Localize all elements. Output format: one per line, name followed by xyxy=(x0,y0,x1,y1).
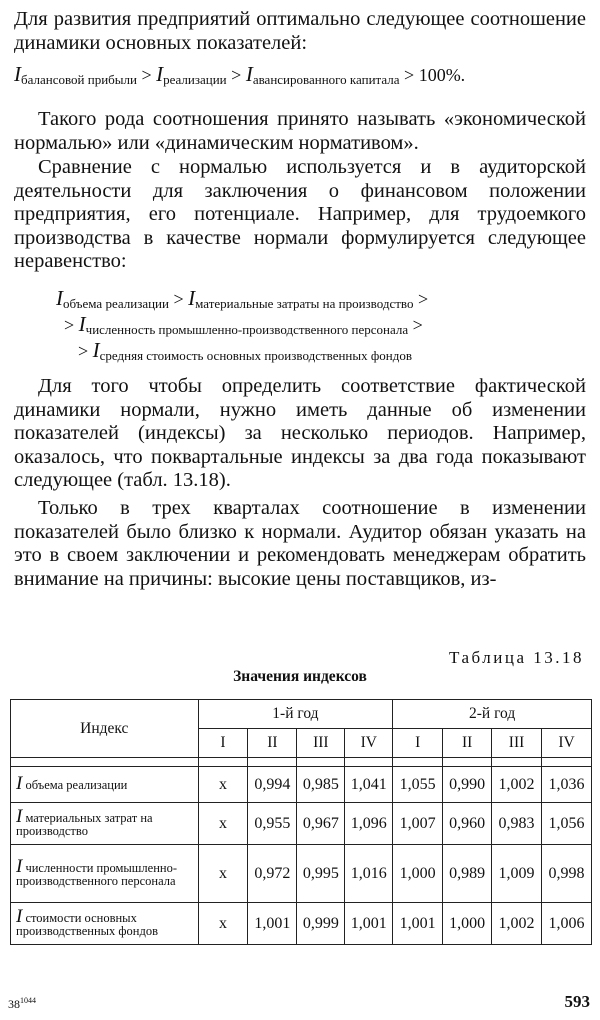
formula-symbol-i: I xyxy=(156,62,164,86)
table-cell: x xyxy=(198,903,248,945)
table-cell: 0,960 xyxy=(443,803,492,845)
row-label-text: материальных затрат на производство xyxy=(16,810,153,838)
column-header-quarter: III xyxy=(492,729,542,758)
table-cell: 1,002 xyxy=(492,903,542,945)
table-cell: 1,000 xyxy=(393,845,443,903)
paragraph-5: Только в трех кварталах соотношение в изменении показателей было близко к нормали. Аудитор обязан указать на это в своем заключении и рекомендовать менеджерам обратить внимание на причины: высокие цены поставщиков, из- xyxy=(14,497,586,590)
paragraph-4: Для того чтобы определить соответствие фактической динамики нормали, нужно иметь данные об изменении показателей (индексы) за несколько периодов. Например, оказалось, что поквартальные индексы за два года показывают следующее (табл. 13.18). xyxy=(14,375,586,492)
formula-symbol-i: I xyxy=(56,286,63,310)
column-header-index: Индекс xyxy=(11,700,199,758)
formula-subscript-volume: объема реализации xyxy=(63,296,169,311)
table-cell: 1,036 xyxy=(542,767,592,803)
table-cell: 1,006 xyxy=(542,903,592,945)
page-number: 593 xyxy=(564,992,590,1011)
column-header-quarter: IV xyxy=(542,729,592,758)
column-header-year-1: 1-й год xyxy=(198,700,393,729)
formula-subscript-sales: реализации xyxy=(163,72,227,87)
table-cell: 0,983 xyxy=(492,803,542,845)
table-cell: 1,096 xyxy=(345,803,393,845)
row-label xyxy=(11,903,199,945)
row-label xyxy=(11,803,199,845)
row-label xyxy=(11,845,199,903)
column-header-year-2: 2-й год xyxy=(393,700,592,729)
formula-tail: 100%. xyxy=(418,65,466,85)
signature-superscript: 1044 xyxy=(20,996,36,1005)
table-cell: 1,000 xyxy=(443,903,492,945)
table-cell: 0,972 xyxy=(248,845,297,903)
table-cell: 0,955 xyxy=(248,803,297,845)
index-symbol: I xyxy=(16,855,23,877)
formula-subscript-assets: средняя стоимость основных производственных фондов xyxy=(99,348,413,363)
index-symbol: I xyxy=(16,773,23,794)
table-caption: Таблица 13.18 xyxy=(449,648,584,667)
table-row xyxy=(11,803,592,845)
table-cell: 1,001 xyxy=(248,903,297,945)
table-cell: x xyxy=(198,803,248,845)
formula-symbol-i: I xyxy=(245,62,253,86)
formula-subscript-capital: авансированного капитала xyxy=(252,72,400,87)
index-symbol: I xyxy=(16,805,23,827)
table-cell: 1,016 xyxy=(345,845,393,903)
table-cell: 1,041 xyxy=(345,767,393,803)
table-cell: 0,989 xyxy=(443,845,492,903)
formula-symbol-i: I xyxy=(188,286,196,310)
table-cell: 1,009 xyxy=(492,845,542,903)
paragraph-2: Такого рода соотношения принято называть «экономической нормалью» или «динамическим нормативом». xyxy=(14,108,586,154)
column-header-quarter: IV xyxy=(345,729,393,758)
formula-symbol-i: I xyxy=(14,62,21,86)
formula-subscript-profit: балансовой прибыли xyxy=(21,72,137,87)
table-cell: 0,994 xyxy=(248,767,297,803)
formula-dynamics: $I_{балансовой прибыли} > I_{реализации} > I_{авансированного капитала} > 100\%$. xyxy=(14,62,466,87)
row-label-text: стоимости основных производственных фондов xyxy=(16,910,158,938)
paragraph-1: Для развития предприятий оптимально следующее соотношение динамики основных показателей: xyxy=(14,8,586,54)
signature-mark xyxy=(8,996,36,1012)
formula-subscript-material: материальные затраты на производство xyxy=(195,296,414,311)
signature-number: 38 xyxy=(8,997,20,1011)
table-spacer xyxy=(11,758,592,767)
formula-subscript-staff: численность промышленно-производственного персонала xyxy=(85,322,409,337)
table-header-row xyxy=(11,700,592,729)
table-cell: 1,056 xyxy=(542,803,592,845)
column-header-quarter: II xyxy=(443,729,492,758)
formula-norm-line-2: > $I_{численность промышленно-производственного персонала}$ > xyxy=(64,312,423,337)
row-label-text: численности промышленно-производственного персонала xyxy=(16,860,177,888)
table-row xyxy=(11,767,592,803)
row-label-text: объема реализации xyxy=(25,778,128,792)
row-label xyxy=(11,767,199,803)
formula-norm-line-3: > $I_{средняя стоимость основных производственных фондов}$ xyxy=(78,338,413,363)
index-table xyxy=(10,699,592,945)
paragraph-3: Сравнение с нормалью используется и в аудиторской деятельности для заключения о финансовом положении предприятия, его потенциале. Например, для трудоемкого производства в качестве нормали формулируется следующее неравенство: xyxy=(14,156,586,273)
table-cell: 0,990 xyxy=(443,767,492,803)
table-cell: 1,002 xyxy=(492,767,542,803)
table-cell: 0,998 xyxy=(542,845,592,903)
table-cell: 1,001 xyxy=(393,903,443,945)
table-row xyxy=(11,903,592,945)
index-symbol: I xyxy=(16,905,23,927)
table-cell: 0,999 xyxy=(297,903,345,945)
table-cell: 1,001 xyxy=(345,903,393,945)
formula-symbol-i: I xyxy=(92,338,100,362)
table-title: Значения индексов xyxy=(233,668,367,685)
table-cell: 1,007 xyxy=(393,803,443,845)
table-cell: x xyxy=(198,767,248,803)
column-header-quarter: III xyxy=(297,729,345,758)
formula-norm-line-1: $I_{объема реализации} > I_{материальные затраты на производство}$ > xyxy=(56,286,429,311)
table-cell: 1,055 xyxy=(393,767,443,803)
table-cell: 0,985 xyxy=(297,767,345,803)
table-cell: x xyxy=(198,845,248,903)
column-header-quarter: I xyxy=(393,729,443,758)
table-cell: 0,995 xyxy=(297,845,345,903)
table-cell: 0,967 xyxy=(297,803,345,845)
column-header-quarter: II xyxy=(248,729,297,758)
column-header-quarter: I xyxy=(198,729,248,758)
formula-symbol-i: I xyxy=(78,312,86,336)
table-row xyxy=(11,845,592,903)
